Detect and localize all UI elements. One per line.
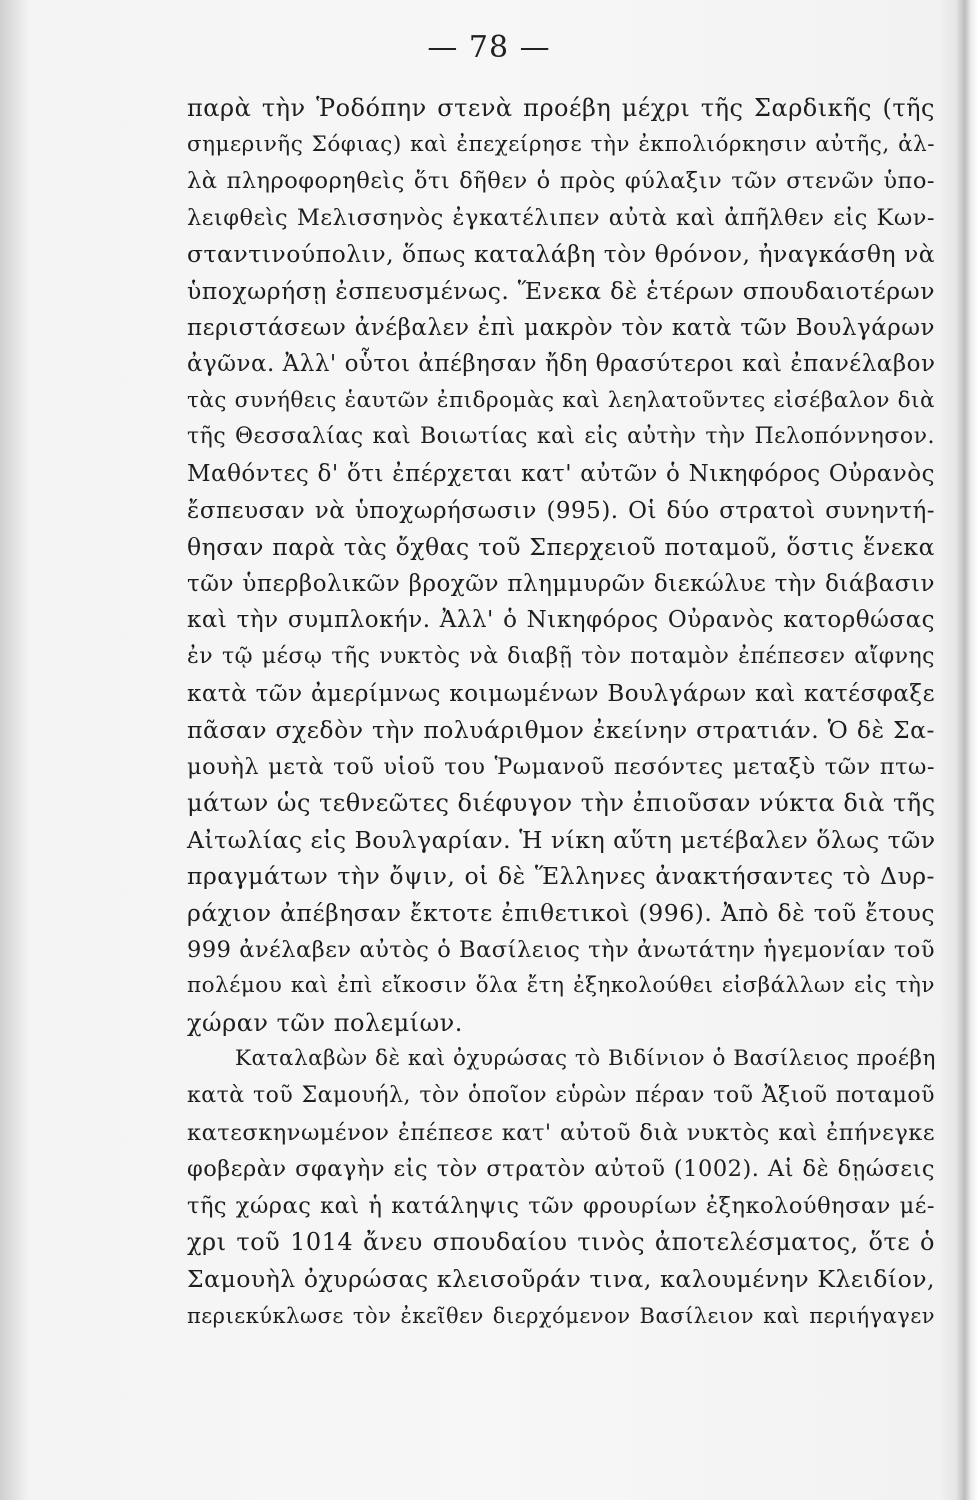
text-line: ράχιον ἀπέβησαν ἔκτοτε ἐπιθετικοὶ (996). Ἀπὸ δὲ τοῦ ἔτους bbox=[187, 899, 935, 928]
text-line: 999 ἀνέλαβεν αὐτὸς ὁ Βασίλειος τὴν ἀνωτάτην ἡγεμονίαν τοῦ bbox=[187, 936, 935, 963]
text-line: κατὰ τῶν ἀμερίμνως κοιμωμένων Βουλγάρων καὶ κατέσφαξε bbox=[187, 680, 935, 707]
text-line: περιστάσεων ἀνέβαλεν ἐπὶ μακρὸν τὸν κατὰ τῶν Βουλγάρων bbox=[187, 314, 935, 341]
text-line: λὰ πληροφορηθεὶς ὅτι δῆθεν ὁ πρὸς φύλαξιν τῶν στενῶν ὑπο- bbox=[187, 168, 935, 195]
text-line: περιεκύκλωσε τὸν ἐκεῖθεν διερχόμενον Βασίλειον καὶ περιήγαγεν bbox=[187, 1303, 935, 1328]
paragraph-start-line: Καταλαβὼν δὲ καὶ ὀχυρώσας τὸ Βιδίνιον ὁ Βασίλειος προέβη bbox=[235, 1046, 936, 1072]
text-line: τὰς συνήθεις ἑαυτῶν ἐπιδρομὰς καὶ λεηλατοῦντες εἰσέβαλον διὰ bbox=[187, 387, 935, 413]
paragraph-end-line: χώραν τῶν πολεμίων. bbox=[187, 1008, 463, 1037]
text-line: μάτων ὡς τεθνεῶτες διέφυγον τὴν ἐπιοῦσαν νύκτα διὰ τῆς bbox=[187, 789, 936, 818]
text-line: καὶ τὴν συμπλοκήν. Ἀλλ' ὁ Νικηφόρος Οὐρανὸς κατορθώσας bbox=[187, 607, 935, 634]
page-number: — 78 — bbox=[427, 30, 551, 65]
text-line: πραγμάτων τὴν ὄψιν, οἱ δὲ Ἕλληνες ἀνακτήσαντες τὸ Δυρ- bbox=[187, 862, 935, 891]
text-line: κατεσκηνωμένον ἐπέπεσε κατ' αὐτοῦ διὰ νυκτὸς καὶ ἐπήνεγκε bbox=[187, 1119, 935, 1146]
text-line: φοβερὰν σφαγὴν εἰς τὸν στρατὸν αὐτοῦ (1002). Αἱ δὲ δῃώσεις bbox=[187, 1156, 935, 1183]
text-line: τῆς Θεσσαλίας καὶ Βοιωτίας καὶ εἰς αὐτὴν τὴν Πελοπόννησον. bbox=[187, 424, 935, 450]
text-line: κατὰ τοῦ Σαμουήλ, τὸν ὁποῖον εὑρὼν πέραν τοῦ Ἀξιοῦ ποταμοῦ bbox=[187, 1083, 935, 1109]
text-line: Αἰτωλίας εἰς Βουλγαρίαν. Ἡ νίκη αὕτη μετέβαλεν ὅλως τῶν bbox=[187, 825, 936, 854]
text-line: σημερινῆς Σόφιας) καὶ ἐπεχείρησε τὴν ἐκπολιόρκησιν αὐτῆς, ἀλ- bbox=[187, 131, 935, 157]
text-line: θησαν παρὰ τὰς ὄχθας τοῦ Σπερχειοῦ ποταμοῦ, ὅστις ἕνεκα bbox=[187, 533, 935, 562]
text-line: ὑποχωρήσῃ ἐσπευσμένως. Ἕνεκα δὲ ἑτέρων σπουδαιοτέρων bbox=[187, 276, 935, 305]
page-edge-shadow bbox=[956, 0, 978, 1500]
text-line: ἐν τῷ μέσῳ τῆς νυκτὸς νὰ διαβῇ τὸν ποταμὸν ἐπέπεσεν αἴφνης bbox=[187, 643, 935, 669]
text-line: Σαμουὴλ ὀχυρώσας κλεισοῦράν τινα, καλουμένην Κλειδίον, bbox=[187, 1265, 935, 1293]
text-line: ἀγῶνα. Ἀλλ' οὗτοι ἀπέβησαν ἤδη θρασύτεροι καὶ ἐπανέλαβον bbox=[187, 351, 936, 378]
text-line: μουὴλ μετὰ τοῦ υἱοῦ του Ῥωμανοῦ πεσόντες μεταξὺ τῶν πτω- bbox=[187, 753, 935, 780]
text-line: πολέμου καὶ ἐπὶ εἴκοσιν ὅλα ἔτη ἐξηκολούθει εἰσβάλλων εἰς τὴν bbox=[187, 973, 935, 999]
text-line: χρι τοῦ 1014 ἄνευ σπουδαίου τινὸς ἀποτελέσματος, ὅτε ὁ bbox=[187, 1228, 935, 1257]
text-line: παρὰ τὴν Ῥοδόπην στενὰ προέβη μέχρι τῆς Σαρδικῆς (τῆς bbox=[187, 94, 935, 122]
text-line: πᾶσαν σχεδὸν τὴν πολυάριθμον ἐκείνην στρατιάν. Ὁ δὲ Σα- bbox=[187, 716, 935, 745]
text-line: ἔσπευσαν νὰ ὑποχωρήσωσιν (995). Οἱ δύο στρατοὶ συνηντή- bbox=[187, 497, 935, 524]
text-line: τῆς χώρας καὶ ἡ κατάληψις τῶν φρουρίων ἐξηκολούθησαν μέ- bbox=[187, 1192, 935, 1219]
text-line: τῶν ὑπερβολικῶν βροχῶν πλημμυρῶν διεκώλυε τὴν διάβασιν bbox=[187, 570, 935, 597]
text-line: λειφθεὶς Μελισσηνὸς ἐγκατέλιπεν αὐτὰ καὶ ἀπῆλθεν εἰς Κων- bbox=[187, 204, 935, 231]
text-line: Μαθόντες δ' ὅτι ἐπέρχεται κατ' αὐτῶν ὁ Νικηφόρος Οὐρανὸς bbox=[187, 460, 935, 487]
text-line: σταντινούπολιν, ὅπως καταλάβη τὸν θρόνον, ἠναγκάσθη νὰ bbox=[187, 240, 936, 269]
body-text bbox=[187, 90, 935, 1334]
